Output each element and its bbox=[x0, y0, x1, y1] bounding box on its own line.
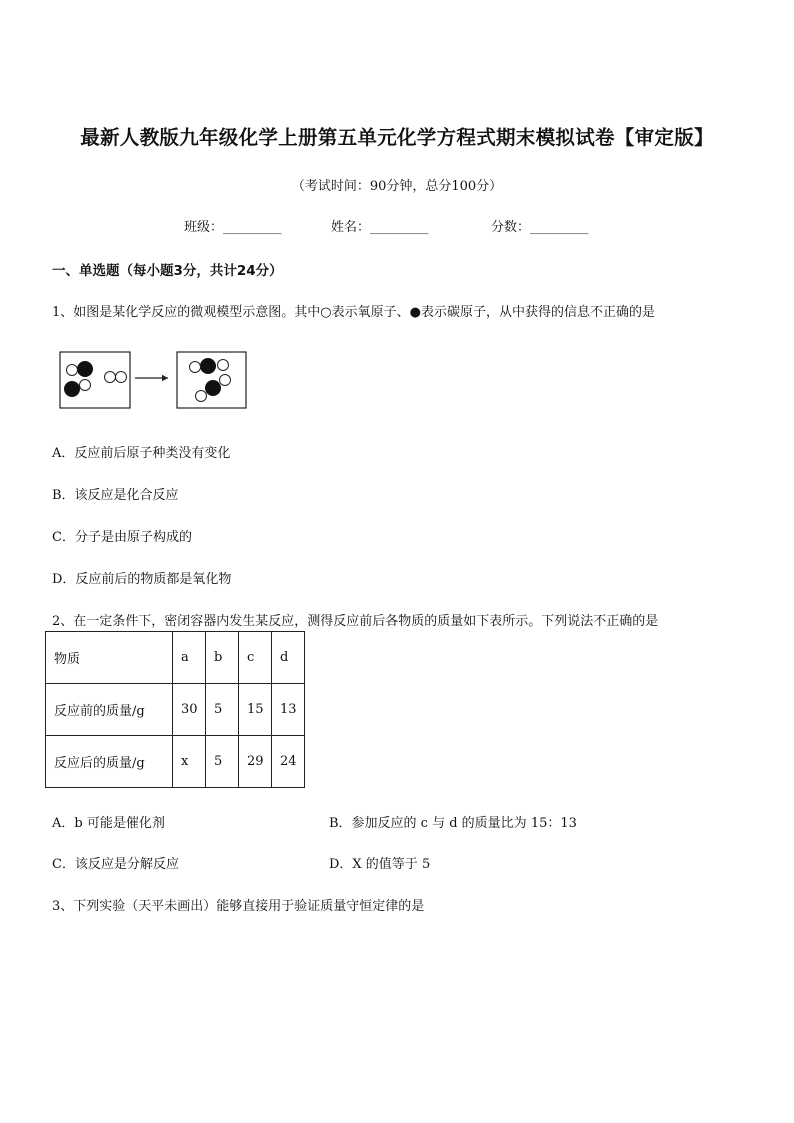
q2-option-b: B．参加反应的 c 与 d 的质量比为 15：13 bbox=[329, 816, 577, 831]
table-row bbox=[46, 736, 305, 788]
table-cell: 13 bbox=[272, 684, 305, 736]
table-cell: 物质 bbox=[46, 632, 173, 684]
table-cell: 5 bbox=[206, 684, 239, 736]
table-cell: x bbox=[173, 736, 206, 788]
q1-option-d: D．反应前后的物质都是氧化物 bbox=[52, 572, 232, 587]
question-1-stem: 1、如图是某化学反应的微观模型示意图。其中○表示氧原子、●表示碳原子，从中获得的信息不正确的是 bbox=[52, 305, 655, 320]
q1-option-c: C．分子是由原子构成的 bbox=[52, 530, 192, 545]
table-cell: d bbox=[272, 632, 305, 684]
q2-option-c: C．该反应是分解反应 bbox=[52, 857, 179, 872]
carbon-atom-icon bbox=[200, 358, 216, 374]
oxygen-atom-icon bbox=[190, 362, 201, 373]
table-cell: 反应后的质量/g bbox=[46, 736, 173, 788]
oxygen-atom-icon bbox=[218, 360, 229, 371]
carbon-atom-icon bbox=[77, 361, 93, 377]
oxygen-atom-icon bbox=[196, 391, 207, 402]
carbon-atom-icon bbox=[64, 381, 80, 397]
carbon-atom-icon bbox=[205, 380, 221, 396]
oxygen-atom-icon bbox=[105, 372, 116, 383]
score-field: 分数：_________ bbox=[491, 220, 589, 235]
document-title: 最新人教版九年级化学上册第五单元化学方程式期末模拟试卷【审定版】 bbox=[80, 126, 714, 149]
reaction-model-diagram bbox=[58, 350, 250, 412]
class-field: 班级：_________ bbox=[184, 220, 282, 235]
name-field: 姓名：_________ bbox=[331, 220, 429, 235]
products-box bbox=[177, 352, 246, 408]
question-3-stem: 3、下列实验（天平未画出）能够直接用于验证质量守恒定律的是 bbox=[52, 899, 425, 914]
table-cell: 29 bbox=[239, 736, 272, 788]
q2-option-a: A．b 可能是催化剂 bbox=[52, 816, 165, 831]
exam-time-note: （考试时间：90分钟，总分100分） bbox=[291, 179, 503, 194]
oxygen-atom-icon bbox=[80, 380, 91, 391]
mass-data-table bbox=[45, 631, 305, 788]
table-cell: 反应前的质量/g bbox=[46, 684, 173, 736]
oxygen-atom-icon bbox=[67, 365, 78, 376]
table-row bbox=[46, 684, 305, 736]
table-header-row bbox=[46, 632, 305, 684]
q1-option-b: B．该反应是化合反应 bbox=[52, 488, 179, 503]
table-cell: c bbox=[239, 632, 272, 684]
reactants-box bbox=[60, 352, 130, 408]
q2-option-d: D．X 的值等于 5 bbox=[329, 857, 431, 872]
question-2-stem: 2、在一定条件下，密闭容器内发生某反应，测得反应前后各物质的质量如下表所示。下列说法不正确的是 bbox=[52, 614, 659, 629]
table-cell: b bbox=[206, 632, 239, 684]
table-cell: 5 bbox=[206, 736, 239, 788]
reaction-arrow-icon bbox=[135, 375, 168, 381]
table-cell: 15 bbox=[239, 684, 272, 736]
table-cell: 30 bbox=[173, 684, 206, 736]
table-cell: 24 bbox=[272, 736, 305, 788]
table-cell: a bbox=[173, 632, 206, 684]
section-heading-single-choice: 一、单选题（每小题3分，共计24分） bbox=[52, 263, 283, 279]
oxygen-atom-icon bbox=[220, 375, 231, 386]
oxygen-atom-icon bbox=[116, 372, 127, 383]
q1-option-a: A．反应前后原子种类没有变化 bbox=[52, 446, 231, 461]
